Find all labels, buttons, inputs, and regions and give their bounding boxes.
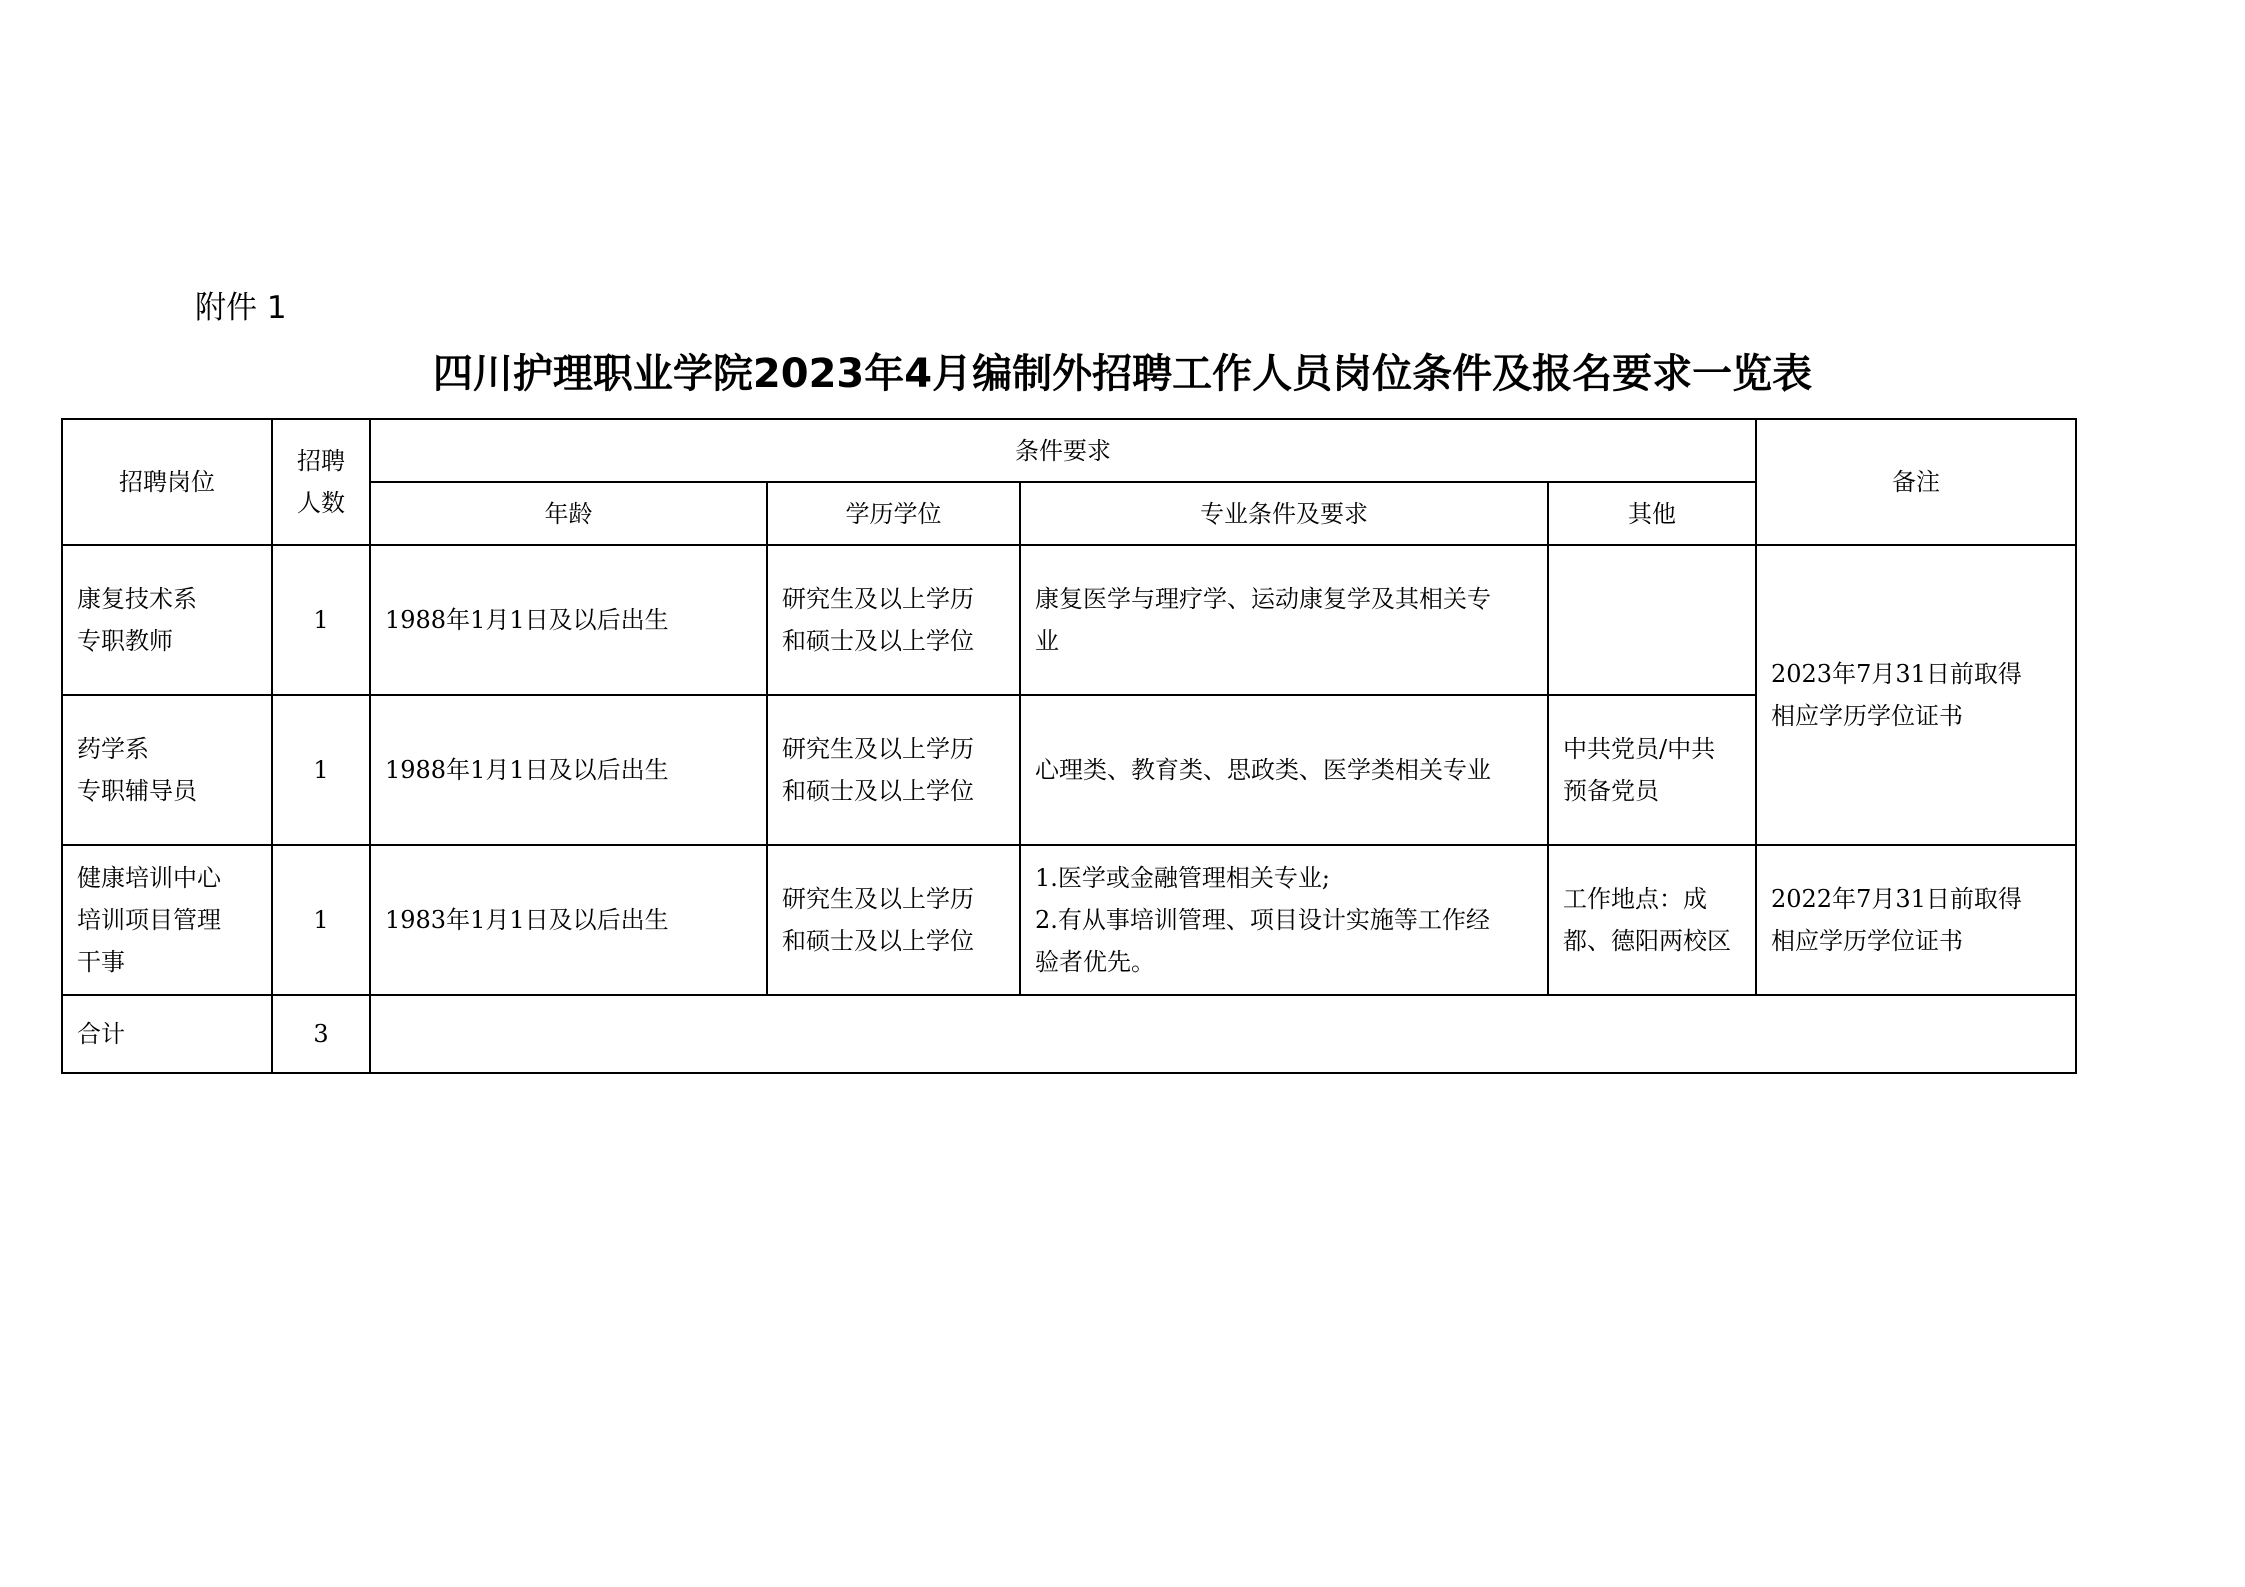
total-empty [370,995,2076,1073]
major-line: 验者优先。 [1035,948,1155,976]
major-line: 1.医学或金融管理相关专业; [1035,864,1330,892]
cell-age: 1983年1月1日及以后出生 [370,845,767,995]
position-line: 专职教师 [77,627,173,655]
cell-remark [1756,845,2076,995]
header-conditions: 条件要求 [370,419,1756,482]
header-row-1 [62,419,2076,482]
cell-count: 1 [272,545,370,695]
cell-other [1548,695,1756,845]
education-line: 研究生及以上学历 [782,885,974,913]
cell-count: 1 [272,845,370,995]
header-age: 年龄 [370,482,767,545]
remark-line: 相应学历学位证书 [1771,702,1963,730]
remark-line: 相应学历学位证书 [1771,927,1963,955]
cell-major [1020,545,1548,695]
major-line: 业 [1035,627,1059,655]
major-line: 2.有从事培训管理、项目设计实施等工作经 [1035,906,1490,934]
education-line: 研究生及以上学历 [782,735,974,763]
cell-position [62,545,272,695]
cell-age: 1988年1月1日及以后出生 [370,545,767,695]
header-remark: 备注 [1756,419,2076,545]
other-line: 预备党员 [1563,777,1659,805]
table-row [62,545,2076,695]
recruitment-table [61,418,2077,1074]
position-line: 培训项目管理 [77,906,221,934]
major-line: 康复医学与理疗学、运动康复学及其相关专 [1035,585,1491,613]
document-title: 四川护理职业学院2023年4月编制外招聘工作人员岗位条件及报名要求一览表 [432,351,1813,397]
remark-line: 2022年7月31日前取得 [1771,885,2022,913]
education-line: 和硕士及以上学位 [782,777,974,805]
cell-position [62,695,272,845]
other-line: 都、德阳两校区 [1563,927,1731,955]
major-line: 心理类、教育类、思政类、医学类相关专业 [1035,756,1491,784]
cell-education [767,845,1020,995]
cell-education [767,695,1020,845]
header-count [272,419,370,545]
cell-count: 1 [272,695,370,845]
position-line: 康复技术系 [77,585,197,613]
education-line: 和硕士及以上学位 [782,627,974,655]
cell-major [1020,695,1548,845]
other-line: 中共党员/中共 [1563,735,1716,763]
header-other: 其他 [1548,482,1756,545]
position-line: 健康培训中心 [77,864,221,892]
header-count-line-2: 人数 [297,489,345,517]
remark-line: 2023年7月31日前取得 [1771,660,2022,688]
total-count: 3 [272,995,370,1073]
cell-remark-shared [1756,545,2076,845]
cell-age: 1988年1月1日及以后出生 [370,695,767,845]
cell-position [62,845,272,995]
header-position: 招聘岗位 [62,419,272,545]
attachment-label: 附件 1 [195,290,287,326]
position-line: 专职辅导员 [77,777,197,805]
other-line: 工作地点：成 [1563,885,1707,913]
header-count-line-1: 招聘 [297,447,345,475]
position-line: 干事 [77,948,125,976]
header-education: 学历学位 [767,482,1020,545]
cell-major [1020,845,1548,995]
cell-other [1548,845,1756,995]
cell-education [767,545,1020,695]
cell-other [1548,545,1756,695]
total-row [62,995,2076,1073]
total-label: 合计 [62,995,272,1073]
education-line: 和硕士及以上学位 [782,927,974,955]
position-line: 药学系 [77,735,149,763]
education-line: 研究生及以上学历 [782,585,974,613]
header-major: 专业条件及要求 [1020,482,1548,545]
table-row [62,845,2076,995]
